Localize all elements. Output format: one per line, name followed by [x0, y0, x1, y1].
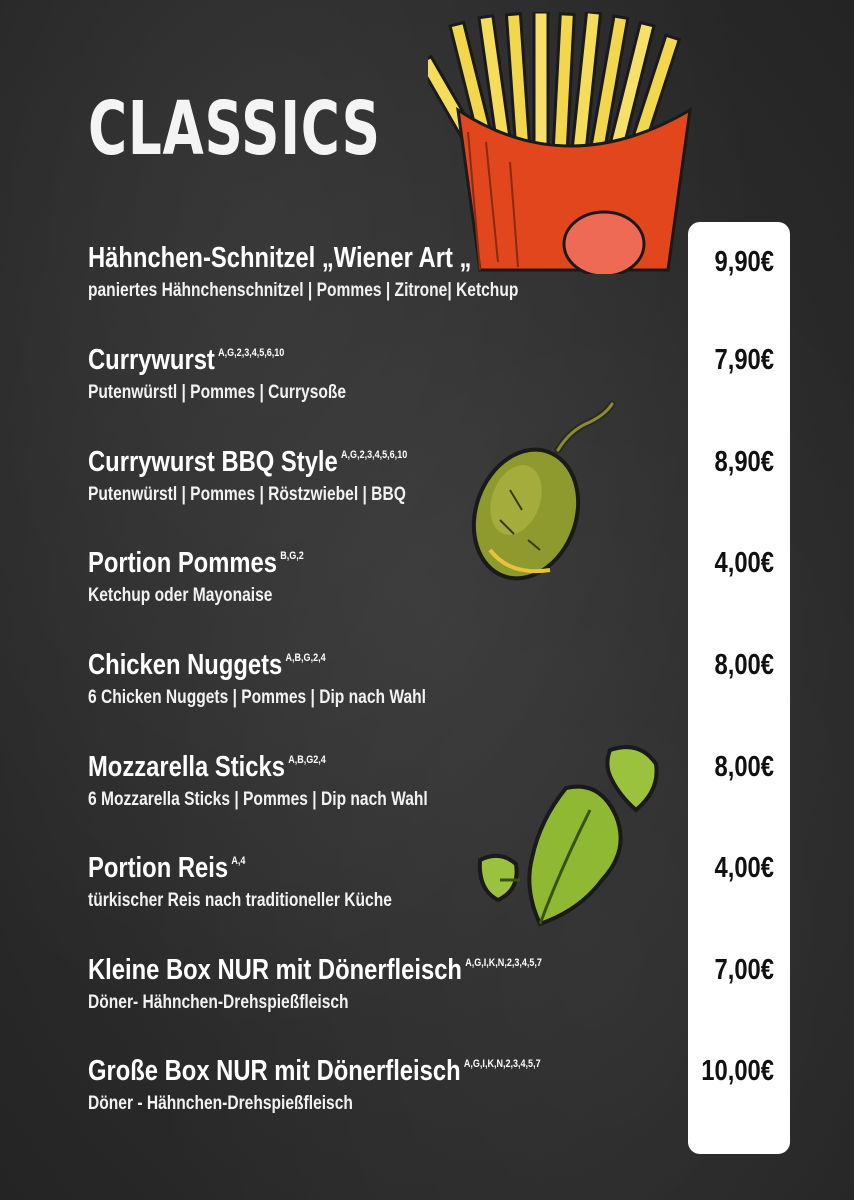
item-allergens: A,B,G2,4	[288, 754, 326, 766]
item-allergens: A,B,G,2,4	[285, 652, 326, 664]
item-allergens: A,G,I,K,N,2,3,4,5,7	[465, 957, 542, 969]
item-description: 6 Mozzarella Sticks | Pommes | Dip nach Wahl	[88, 789, 428, 810]
item-allergens: A,G,2,3,4,5,6,10	[341, 449, 408, 461]
item-price: 9,90€	[714, 246, 774, 278]
item-price: 4,00€	[714, 852, 774, 884]
item-description: Putenwürstl | Pommes | Röstzwiebel | BBQ	[88, 484, 406, 505]
item-description: Ketchup oder Mayonaise	[88, 585, 273, 606]
item-allergens: A,G,I,K,N,2,3,4,5,7	[463, 1058, 541, 1070]
item-description: 6 Chicken Nuggets | Pommes | Dip nach Wahl	[88, 687, 426, 708]
item-price: 4,00€	[714, 547, 774, 579]
item-description: türkischer Reis nach traditioneller Küche	[88, 890, 392, 911]
item-description: Döner - Hähnchen-Drehspießfleisch	[88, 1093, 353, 1114]
menu-item	[88, 854, 648, 910]
menu-item	[88, 1057, 648, 1113]
item-name: Hähnchen-Schnitzel „Wiener Art „	[88, 242, 472, 274]
fries-icon	[428, 12, 704, 274]
menu-item	[88, 448, 648, 504]
item-name: Kleine Box NUR mit Dönerfleisch	[88, 954, 462, 986]
item-price: 8,90€	[714, 446, 774, 478]
item-price: 8,00€	[714, 751, 774, 783]
item-price: 7,00€	[714, 954, 774, 986]
item-allergens: A,G,2,3,4,5,6,10	[218, 347, 285, 359]
item-name: Portion Pommes	[88, 547, 277, 579]
item-description: Putenwürstl | Pommes | Currysoße	[88, 382, 347, 403]
item-name: Currywurst	[88, 344, 215, 376]
item-description: Döner- Hähnchen-Drehspießfleisch	[88, 992, 349, 1013]
page-title: CLASSICS	[88, 86, 381, 172]
item-allergens: A,4	[231, 855, 246, 867]
item-description: paniertes Hähnchenschnitzel | Pommes | Zitrone| Ketchup	[88, 280, 519, 301]
item-price: 10,00€	[701, 1055, 774, 1087]
menu-item	[88, 549, 648, 605]
item-name: Große Box NUR mit Dönerfleisch	[88, 1055, 461, 1087]
item-name: Mozzarella Sticks	[88, 751, 285, 783]
menu-item	[88, 346, 648, 402]
item-allergens: B,G,2	[280, 550, 304, 562]
menu-item	[88, 651, 648, 707]
menu-item	[88, 956, 648, 1012]
item-price: 7,90€	[714, 344, 774, 376]
menu-item	[88, 244, 648, 300]
menu-item	[88, 753, 648, 809]
item-name: Portion Reis	[88, 852, 229, 884]
item-name: Chicken Nuggets	[88, 649, 283, 681]
item-price: 8,00€	[714, 649, 774, 681]
item-name: Currywurst BBQ Style	[88, 446, 338, 478]
